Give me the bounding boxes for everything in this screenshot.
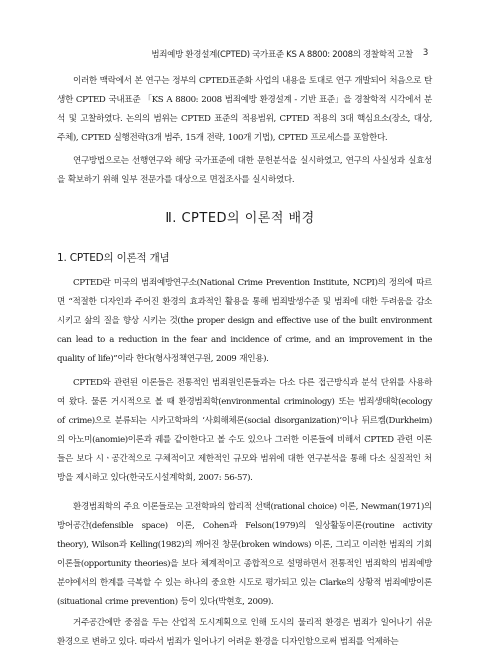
section-heading: 1. CPTED의 이론적 개념 [57,252,170,264]
paragraph-urban-planning: 거주공간에만 중점을 두는 산업적 도시계획으로 인해 도시의 물리적 환경은 범죄가 일어나기 쉬운 환경으로 변하고 있다. 따라서 범죄가 일어나기 어려운 환경을 디자인함으로써 범죄를 억제하는 [57,618,432,647]
running-title: 범죄예방 환경설계(CPTED) 국가표준 KS A 8800: 2008의 경찰학적 고찰 [151,50,413,60]
running-header [151,48,428,60]
paragraph-related-theories: CPTED와 관련된 이론들은 전통적인 범죄원인론들과는 다소 다른 접근방식과 분석 단위를 사용하여 왔다. 물론 거시적으로 볼 때 환경범죄학(environmental criminology) 또는 범죄생태학(ecology of crime)으로 분류되는 시카고학파의 ‘사회해체론(social disorganization)’이나 뒤르켐(Durkheim)의 아노미(anomie)이론과 궤를 같이한다고 볼 수도 있으나 그러한 이론들에 비해서 CPTED 관련 이론들은 보다 시ㆍ공간적으로 구체적이고 제한적인 규모와 범위에 대한 연구분석을 통해 다소 실질적인 처방을 제시하고 있다(한국도시설계학회, 2007: 56-57). [57,378,432,483]
paragraph-cpted-definition: CPTED란 미국의 범죄예방연구소(National Crime Prevention Institute, NCPI)의 정의에 따르면 “적절한 디자인과 주어진 환경의 효과적인 활용을 통해 범죄발생수준 및 범죄에 대한 두려움을 감소시키고 삶의 질을 향상 시키는 것(the proper design and effective use of the built environment can lead to a reduction in the fear and incidence of crime, and an improvement in the quality of life)”이라 한다(형사정책연구원, 2009 재인용). [57,278,432,364]
page-number: 3 [422,48,428,58]
chapter-heading: Ⅱ. CPTED의 이론적 배경 [165,211,315,226]
paragraph-scope: 이러한 맥락에서 본 연구는 정부의 CPTED표준화 사업의 내용을 토대로 연구 개발되어 처음으로 탄생한 CPTED 국내표준 「KS A 8800: 2008 범죄예방 환경설계 - 기반 표준」을 경찰학적 시각에서 분석 및 고찰하였다. 논의의 범위는 CPTED 표준의 적용범위, CPTED 적용의 3대 핵심요소(장소, 대상, 주체), CPTED 실행전략(3개 범주, 15개 전략, 100개 기법), CPTED 프로세스를 포함한다. [57,76,432,143]
paragraph-environmental-criminology: 환경범죄학의 주요 이론들로는 고전학파의 합리적 선택(rational choice) 이론, Newman(1971)의 방어공간(defensible space) 이론, Cohen과 Felson(1979)의 일상활동이론(routine activity theory), Wilson과 Kelling(1982)의 깨어진 창문(broken windows) 이론, 그리고 이러한 범죄의 기회이론들(opportunity theories)을 보다 체계적이고 종합적으로 설명하면서 전통적인 범죄학의 범죄예방 분야에서의 한계를 극복할 수 있는 하나의 중요한 시도로 평가되고 있는 Clarke의 상황적 범죄예방이론(situational crime prevention) 등이 있다(박현호, 2009). [57,502,432,607]
paragraph-method: 연구방법으로는 선행연구와 해당 국가표준에 대한 문헌분석을 실시하였고, 연구의 사실성과 실효성을 확보하기 위해 일부 전문가를 대상으로 면접조사를 실시하였다. [57,156,432,185]
